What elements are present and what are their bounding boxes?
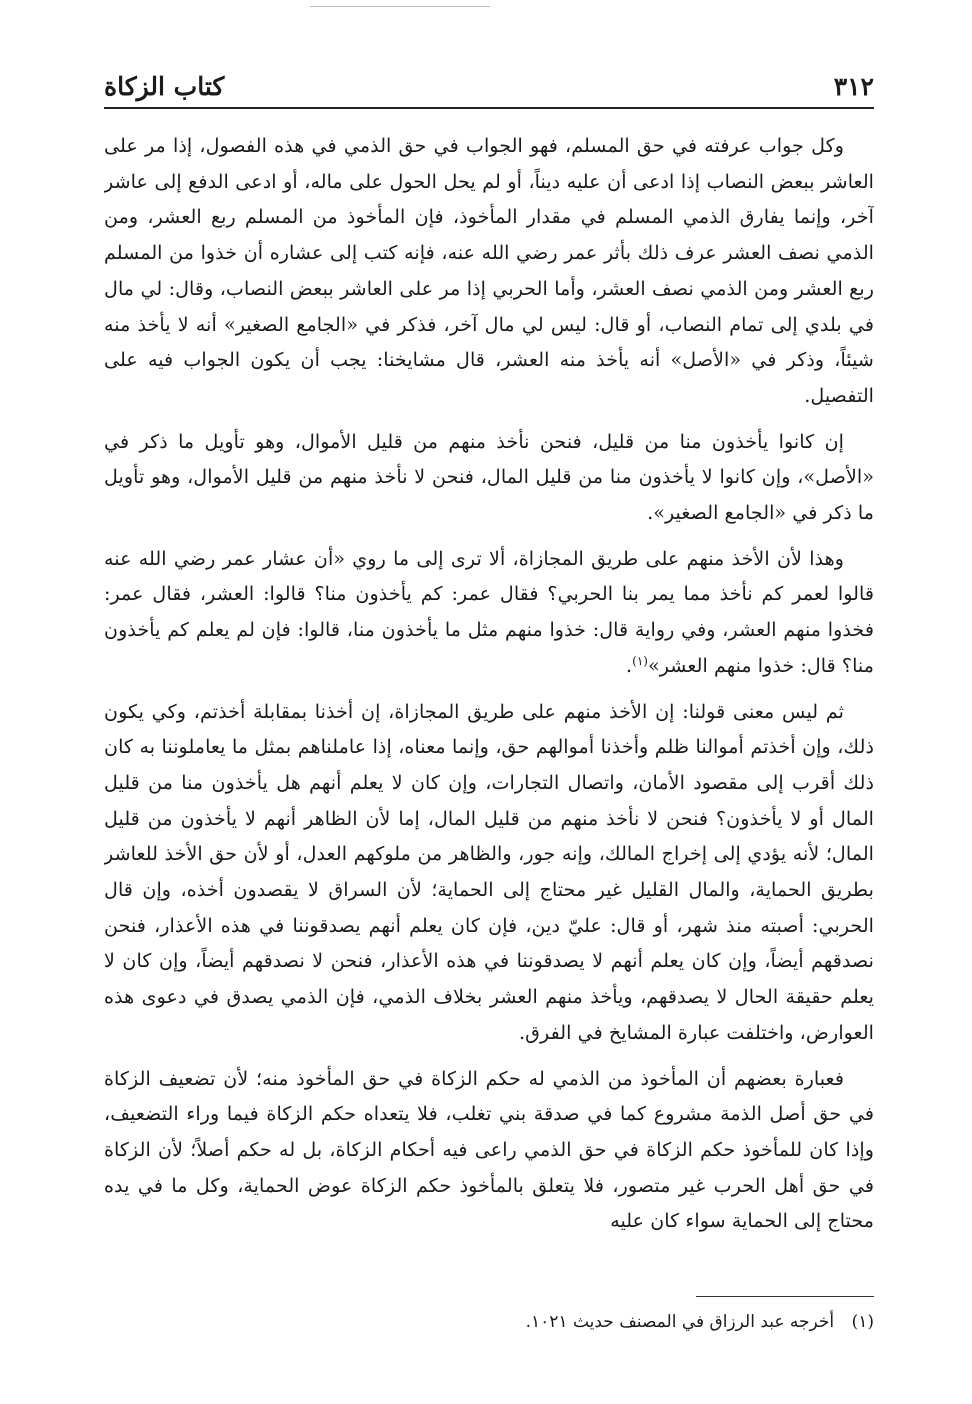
footnote-separator xyxy=(696,1296,874,1297)
paragraph-5: فعبارة بعضهم أن المأخوذ من الذمي له حكم الزكاة في حق المأخوذ منه؛ لأن تضعيف الزكاة في حق أصل الذمة مشروع كما في صدقة بني تغلب، فلا يتعداه حكم الزكاة فيما وراء التضعيف، وإذا كان للمأخوذ حكم الزكاة في حق الذمي راعى فيه أحكام الزكاة، بل له حكم أصلاً؛ لأن الزكاة في حق أهل الحرب غير متصور، فلا يتعلق بالمأخوذ حكم الزكاة عوض الحماية، وكل ما في يده محتاج إلى الحماية سواء كان عليه xyxy=(104,1066,874,1233)
paragraph-1: وكل جواب عرفته في حق المسلم، فهو الجواب في حق الذمي في هذه الفصول، إذا مر على العاشر ببعض النصاب إذا ادعى أن عليه ديناً، أو لم يحل الحول على ماله، أو ادعى الدفع إلى عاشر آخر، وإنما يفارق الذمي المسلم في مقدار المأخوذ، فإن المأخوذ من المسلم ربع العشر، ومن الذمي نصف العشر عرف ذلك بأثر عمر رضي الله عنه، فإنه كتب إلى عشاره أن خذوا من المسلم ربع العشر ومن الذمي نصف العشر، وأما الحربي إذا مر على العاشر ببعض النصاب، وقال: لي مال في بلدي إلى تمام النصاب، أو قال: ليس لي مال آخر، فذكر في «الجامع الصغير» أنه لا يأخذ منه شيئاً، وذكر في «الأصل» أنه يأخذ منه العشر، قال مشايخنا: يجب أن يكون الجواب فيه على التفصيل. xyxy=(104,134,874,407)
paragraph-3 xyxy=(104,541,874,684)
page-number: ٣١٢ xyxy=(833,71,874,101)
footnote xyxy=(104,1308,874,1336)
header-rule xyxy=(104,107,874,109)
paragraph-4: ثم ليس معنى قولنا: إن الأخذ منهم على طريق المجازاة، إن أخذنا بمقابلة أخذتم، وكي يكون ذلك، وإن أخذتم أموالنا ظلم وأخذنا أموالهم حق، وإنما معناه، إذا عاملناهم بمثل ما يعاملوننا به كان ذلك أقرب إلى مقصود الأمان، واتصال التجارات، وإن كان لا يعلم أنهم هل يأخذون منا من قليل المال أو لا يأخذون؟ فنحن لا نأخذ منهم من قليل المال، إما لأن الظاهر أنهم لا يأخذون من قليل المال؛ لأنه يؤدي إلى إخراج المالك، وإنه جور، والظاهر من ملوكهم العدل، أو لأن حق الأخذ للعاشر بطريق الحماية، والمال القليل غير محتاج إلى الحماية؛ لأن السراق لا يقصدون أخذه، وإن قال الحربي: أصبته منذ شهر، أو قال: عليّ دين، فإن كان يعلم أنهم يصدقوننا في هذه الأعذار، فنحن نصدقهم أيضاً، وإن كان يعلم أنهم لا يصدقوننا في هذه الأعذار، فنحن لا نصدقهم أيضاً، وإن كان لا يعلم حقيقة الحال لا يصدقهم، ويأخذ منهم العشر بخلاف الذمي، فإن الذمي يصدق في دعوى هذه العوارض، واختلفت عبارة المشايخ في الفرق. xyxy=(104,699,874,1044)
footnote-text: أخرجه عبد الرزاق في المصنف حديث ١٠٢١. xyxy=(525,1312,835,1332)
paragraph-3-end: . xyxy=(626,653,633,677)
paragraph-2: إن كانوا يأخذون منا من قليل، فنحن نأخذ منهم من قليل الأموال، وهو تأويل ما ذكر في «الأصل»، وإن كانوا لا يأخذون منا من قليل المال، فنحن لا نأخذ منهم من قليل الأموال، وهو تأويل ما ذكر في «الجامع الصغير». xyxy=(104,429,874,525)
page-header xyxy=(104,66,874,106)
footnote-number: (١) xyxy=(851,1312,874,1332)
chapter-title: كتاب الزكاة xyxy=(104,71,225,101)
footnote-marker: (١) xyxy=(632,653,648,668)
top-decorative-rule xyxy=(310,6,490,7)
page-body xyxy=(104,128,874,1288)
paragraph-3-text: وهذا لأن الأخذ منهم على طريق المجازاة، ألا ترى إلى ما روي «أن عشار عمر رضي الله عنه قالوا لعمر كم نأخذ مما يمر بنا الحربي؟ فقال عمر: كم يأخذون منا؟ قالوا: العشر، فقال عمر: فخذوا منهم العشر، وفي رواية قال: خذوا منهم مثل ما يأخذون منا، قالوا: فإن لم يعلم كم يأخذون منا؟ قال: خذوا منهم العشر» xyxy=(104,546,874,677)
